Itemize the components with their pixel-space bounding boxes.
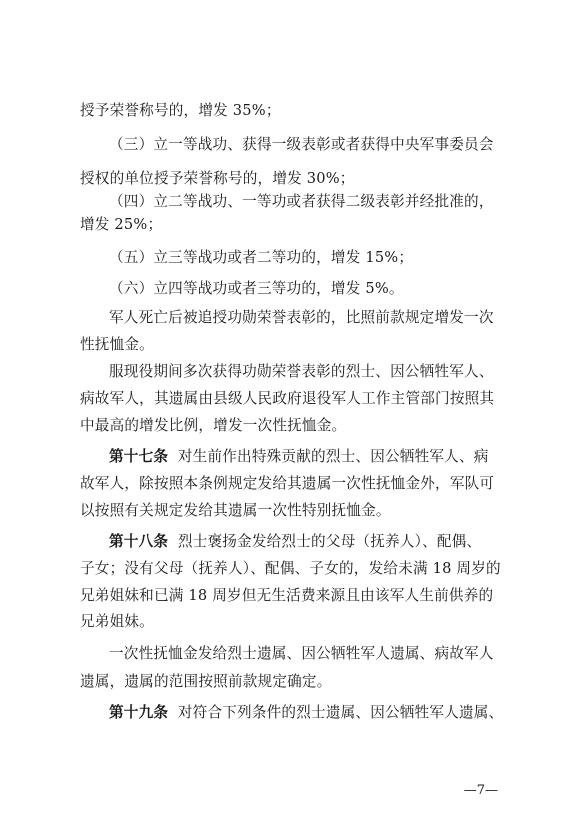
text-line: （五）立三等战功或者二等功的，增发 15%； — [109, 249, 414, 266]
text-line: （六）立四等战功或者三等功的，增发 5%。 — [109, 280, 404, 297]
page-number: —7— — [463, 783, 498, 798]
article-17-line: 第十七条 对生前作出特殊贡献的烈士、因公牺牲军人、病 — [109, 448, 489, 465]
article-label: 第十七条 — [109, 448, 169, 465]
article-label: 第十八条 — [109, 533, 169, 550]
text-line: 兄弟姐妹和已满 18 周岁但无生活费来源且由该军人生前供养的 — [80, 587, 494, 604]
text-line: 兄弟姐妹。 — [80, 613, 154, 630]
text-line: 性抚恤金。 — [80, 336, 154, 353]
text-line: 遗属，遗属的范围按照前款规定确定。 — [80, 673, 332, 690]
text-line: 一次性抚恤金发给烈士遗属、因公牺牲军人遗属、病故军人 — [109, 645, 494, 662]
text-line: 子女；没有父母（抚养人）、配偶、子女的，发给未满 18 周岁的 — [80, 560, 501, 577]
text-line: （四）立二等战功、一等功或者获得二级表彰并经批准的， — [109, 193, 494, 210]
text-line: 授权的单位授予荣誉称号的，增发 30%； — [80, 170, 355, 187]
article-label: 第十九条 — [109, 704, 169, 721]
text-line: 军人死亡后被追授功勋荣誉表彰的，比照前款规定增发一次 — [109, 309, 494, 326]
text-line: 中最高的增发比例，增发一次性抚恤金。 — [80, 417, 347, 434]
text-line: （三）立一等战功、获得一级表彰或者获得中央军事委员会 — [109, 136, 494, 153]
text-line: 增发 25%； — [80, 216, 163, 233]
text-line: 以按照有关规定发给其遗属一次性特别抚恤金。 — [80, 502, 391, 519]
text-line: 故军人，除按照本条例规定发给其遗属一次性抚恤金外，军队可 — [80, 475, 495, 492]
article-18-line: 第十八条 烈士褒扬金发给烈士的父母（抚养人）、配偶、 — [109, 533, 482, 550]
article-19-line: 第十九条 对符合下列条件的烈士遗属、因公牺牲军人遗属、 — [109, 704, 504, 721]
text-line: 服现役期间多次获得功勋荣誉表彰的烈士、因公牺牲军人、 — [109, 363, 494, 380]
text-line: 病故军人，其遗属由县级人民政府退役军人工作主管部门按照其 — [80, 390, 495, 407]
text-line: 授予荣誉称号的，增发 35%； — [80, 102, 281, 119]
